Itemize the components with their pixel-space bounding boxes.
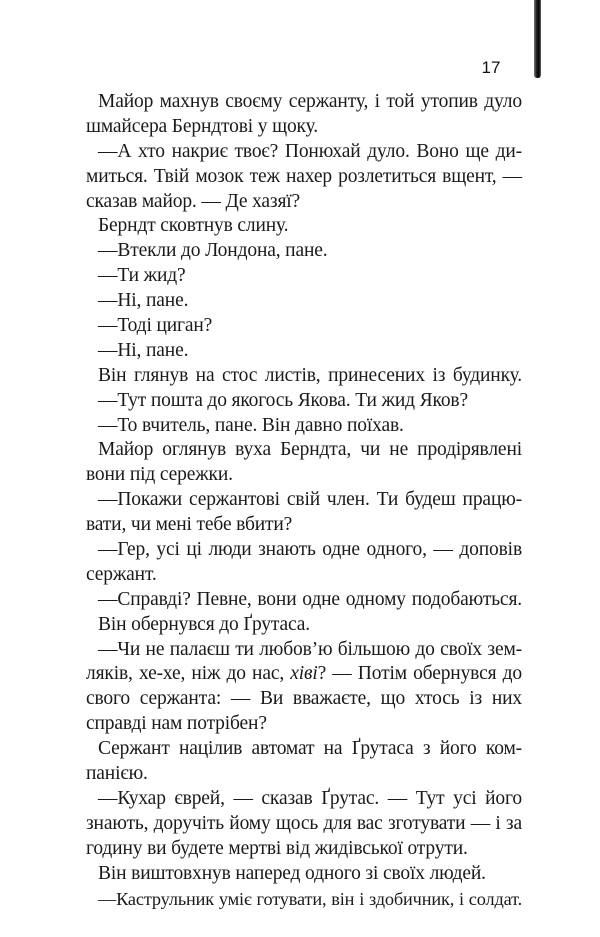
text-line: —Кухар єврей, — сказав Ґрутас. — Тут усі його bbox=[98, 787, 522, 809]
text-line: сказав майор. — Де хазяї? bbox=[86, 190, 301, 212]
italic-word: хіві bbox=[290, 663, 318, 685]
text-line: —Тут пошта до якогось Якова. Ти жид Яков? bbox=[98, 389, 468, 411]
text-line: годину ви будете мертві від жидівської отрути. bbox=[86, 837, 468, 859]
text-line: —Ти жид? bbox=[98, 265, 186, 287]
text-line: Він виштовхнув наперед одного зі своїх людей. bbox=[98, 862, 486, 884]
text-line: —Втекли до Лондона, пане. bbox=[98, 240, 328, 262]
text-line: Сержант націлив автомат на Ґрутаса з його ком- bbox=[98, 738, 522, 760]
text-line: —А хто накриє твоє? Понюхай дуло. Воно ще ди- bbox=[98, 140, 522, 162]
text-line: свого сержанта: — Ви вважаєте, що хтось із них bbox=[86, 688, 522, 710]
text-line: —То вчитель, пане. Він давно поїхав. bbox=[98, 414, 404, 436]
body-text bbox=[86, 90, 522, 911]
text-line: знають, доручіть йому щось для вас зготувати — і за bbox=[86, 812, 522, 834]
text-line: —Каструльник уміє готувати, він і здобичник, і солдат. bbox=[98, 888, 522, 909]
text-line: Майор махнув своєму сержанту, і той утопив дуло bbox=[98, 91, 522, 112]
text-line: Він глянув на стос листів, принесених із будинку. bbox=[98, 364, 522, 386]
text-line: вати, чи мені тебе вбити? bbox=[86, 514, 293, 536]
text-line: ляків, хе-хе, ніж до нас, хіві? — Потім обернувся до bbox=[86, 663, 522, 685]
text-line: миться. Твій мозок теж нахер розлетиться вщент, — bbox=[86, 165, 522, 187]
text-line: панією. bbox=[86, 763, 148, 785]
text-line: Він обернувся до Ґрутаса. bbox=[98, 613, 310, 635]
text-line: —Ні, пане. bbox=[98, 339, 189, 361]
text-line: справді нам потрібен? bbox=[86, 713, 267, 735]
text-line: вони під сережки. bbox=[86, 464, 233, 486]
text-line: шмайсера Берндтові у щоку. bbox=[86, 115, 318, 137]
text-line: сержант. bbox=[86, 563, 157, 585]
text-line: —Чи не палаєш ти любов’ю більшою до своїх зем- bbox=[98, 638, 522, 660]
page-edge-marker bbox=[534, 0, 541, 78]
text-line: —Покажи сержантові свій член. Ти будеш працю- bbox=[98, 489, 522, 511]
text-line: Берндт сковтнув слину. bbox=[98, 215, 289, 237]
page-number: 17 bbox=[481, 58, 501, 77]
text-line: Майор оглянув вуха Берндта, чи не продірявлені bbox=[98, 439, 522, 461]
text-line: —Справді? Певне, вони одне одному подобаються. bbox=[98, 588, 522, 610]
text-line: —Тоді циган? bbox=[98, 315, 213, 337]
text-line: —Ні, пане. bbox=[98, 290, 189, 312]
text-line: —Гер, усі ці люди знають одне одного, — доповів bbox=[98, 539, 522, 561]
